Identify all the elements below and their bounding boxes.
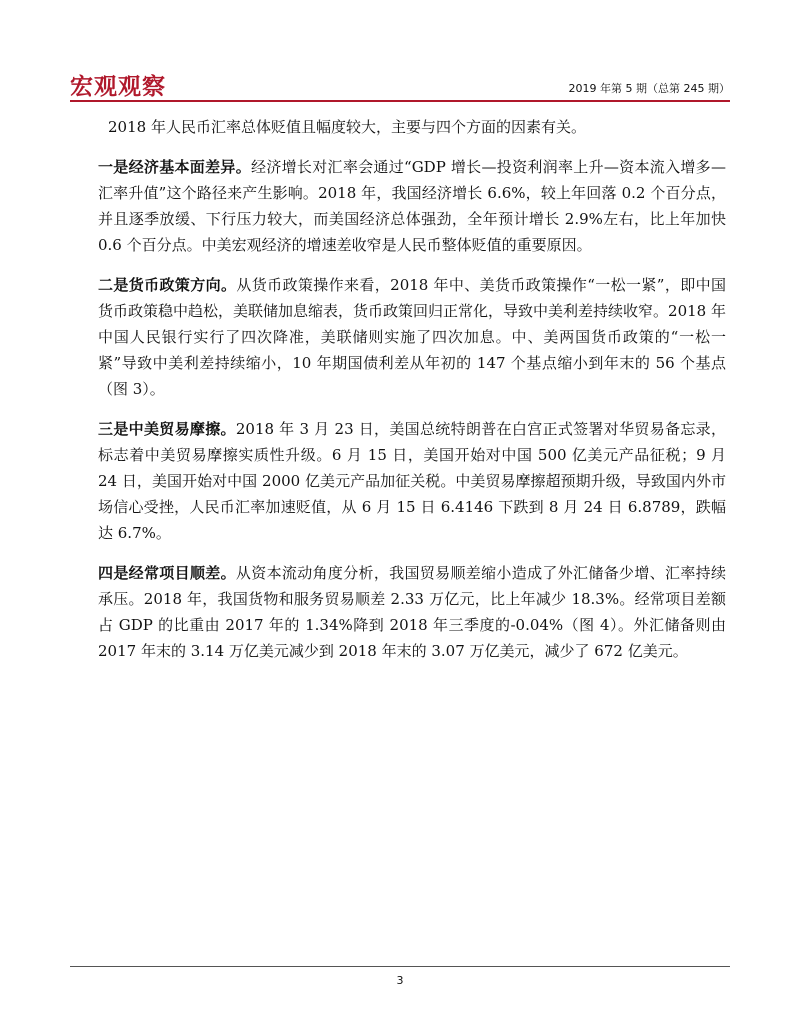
issue-label: 2019 年第 5 期（总第 245 期） (568, 82, 730, 95)
intro-paragraph: 2018 年人民币汇率总体贬值且幅度较大，主要与四个方面的因素有关。 (108, 118, 586, 136)
footer-divider (70, 966, 730, 967)
paragraph-lead: 二是货币政策方向。 (98, 276, 237, 294)
paragraph-text: 2018 年 3 月 23 日，美国总统特朗普在白宫正式签署对华贸易备忘录，标志着中美贸易摩擦实质性升级。6 月 15 日，美国开始对中国 500 亿美元产品征税；9 月 24 日，美国开始对中国 2000 亿美元产品加征关税。中美贸易摩擦超预期升级，导致国内外市场信心受挫，人民币汇率加速贬值，从 6 月 15 日 6.4146 下跌到 8 月 24 日 6.8789，跌幅达 6.7%。 (98, 420, 726, 542)
paragraph-monetary-policy (98, 272, 726, 402)
paragraph-text: 从资本流动角度分析，我国贸易顺差缩小造成了外汇储备少增、汇率持续承压。2018 年，我国货物和服务贸易顺差 2.33 万亿元，比上年减少 18.3%。经常项目差额占 GDP 的比重由 2017 年的 1.34%降到 2018 年三季度的-0.04%（图 4）。外汇储备则由 2017 年末的 3.14 万亿美元减少到 2018 年末的 3.07 万亿美元，减少了 672 亿美元。 (98, 564, 726, 660)
paragraph-lead: 四是经常项目顺差。 (98, 564, 236, 582)
paragraph-trade-friction (98, 416, 726, 546)
paragraph-economic-fundamentals (98, 154, 726, 258)
paragraph-current-account (98, 560, 726, 664)
article-body (98, 114, 726, 678)
paragraph-lead: 一是经济基本面差异。 (98, 158, 252, 176)
paragraph-text: 经济增长对汇率会通过“GDP 增长—投资利润率上升—资本流入增多—汇率升值”这个路径来产生影响。2018 年，我国经济增长 6.6%，较上年回落 0.2 个百分点，并且逐季放缓、下行压力较大，而美国经济总体强劲，全年预计增长 2.9%左右，比上年加快 0.6 个百分点。中美宏观经济的增速差收窄是人民币整体贬值的重要原因。 (98, 158, 726, 254)
page-number: 3 (396, 974, 404, 987)
paragraph-text: 从货币政策操作来看，2018 年中、美货币政策操作“一松一紧”，即中国货币政策稳中趋松，美联储加息缩表，货币政策回归正常化，导致中美利差持续收窄。2018 年中国人民银行实行了四次降准，美联储则实施了四次加息。中、美两国货币政策的“一松一紧”导致中美利差持续缩小，10 年期国债利差从年初的 147 个基点缩小到年末的 56 个基点（图 3）。 (98, 276, 726, 398)
header-divider (70, 100, 730, 102)
paragraph-lead: 三是中美贸易摩擦。 (98, 420, 236, 438)
page-header (70, 62, 730, 102)
publication-title: 宏观观察 (70, 74, 166, 100)
